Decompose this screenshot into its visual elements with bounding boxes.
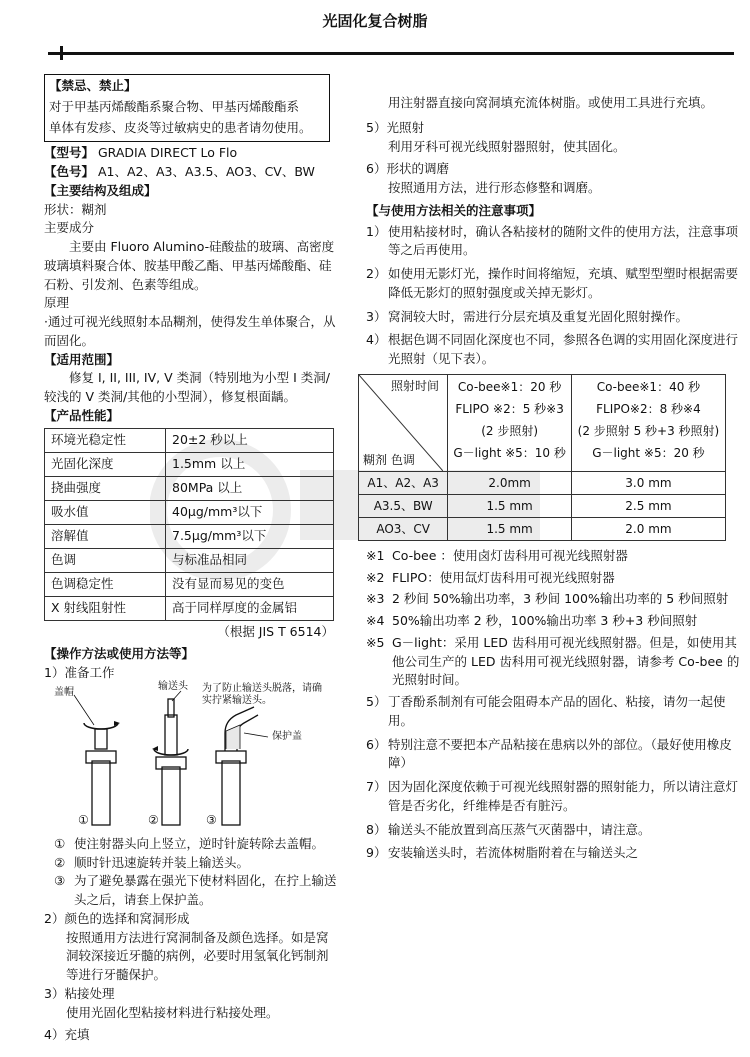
step-6-text: 按照通用方法，进行形态修整和调磨。	[388, 180, 601, 195]
cure-depth-cell: 3.0 mm	[571, 471, 725, 494]
performance-value: 没有显而易见的变色	[166, 572, 334, 596]
page-title: 光固化复合树脂	[322, 12, 428, 30]
precaution-more-item-text: 因为固化深度依赖于可视光线照射器的照射能力，所以请注意灯管是否劣化，纤维棒是否有脏污。	[388, 779, 739, 813]
cure-depth-cell: 2.5 mm	[571, 494, 725, 517]
fig-label-tip: 输送头	[158, 680, 188, 692]
fig-number-1: ①	[78, 812, 89, 827]
footnote-item	[366, 612, 742, 631]
precautions-more-list	[366, 693, 742, 863]
precaution-more-item	[366, 778, 742, 816]
precaution-more-item-text: 丁香酚系制剂有可能会阻碍本产品的固化、粘接，请勿一起使用。	[388, 694, 726, 728]
precaution-item-number: 1）	[366, 223, 387, 239]
cure-col1-line: FLIPO ※2：5 秒※3	[455, 401, 564, 416]
step-3-text: 使用光固化型粘接材料进行粘接处理。	[66, 1004, 279, 1020]
performance-table	[44, 428, 334, 621]
cure-depth-cell: 1.5 mm	[448, 517, 572, 540]
performance-heading: 【产品性能】	[44, 407, 120, 423]
cure-row	[359, 517, 726, 540]
step-5-title: 5）光照射	[366, 119, 424, 135]
right-column	[363, 94, 742, 868]
cure-shade-cell: A3.5、BW	[359, 494, 448, 517]
precaution-more-item	[366, 736, 742, 774]
step-5-text: 利用牙科可视光线照射器照射，使其固化。	[388, 138, 626, 154]
cure-col2-line: FLIPO※2：8 秒※4	[596, 401, 701, 416]
cure-col2-line: (2 步照射 5 秒+3 秒照射)	[577, 424, 720, 439]
left-column	[44, 74, 340, 1045]
footnote-text: G－light：采用 LED 齿科用可视光线照射器。但是，如使用其他公司生产的 LED 齿科用可视光线照射器，请参考 Co-bee 的光照射时间。	[392, 634, 740, 688]
step-2-text: 按照通用方法进行窝洞制备及颜色选择。如是窝洞较深接近牙髓的病例，必要时用氢氧化钙制剂等进行牙髓保护。	[66, 929, 329, 982]
prep-step-text: 为了避免暴露在强光下使材料固化，在拧上输送头之后，请套上保护盖。	[74, 873, 337, 907]
performance-row	[45, 572, 334, 596]
precaution-item-number: 2）	[366, 266, 387, 281]
precaution-more-item	[366, 821, 742, 840]
corner-bottom-label: 糊剂 色调	[363, 452, 415, 467]
fig-number-2: ②	[148, 812, 159, 827]
cure-col2-line: Co-bee※1：40 秒	[596, 379, 701, 394]
step-4-title: 4）充填	[44, 1027, 90, 1043]
model-line	[44, 144, 340, 163]
performance-value: 40μg/mm³以下	[166, 500, 334, 524]
prep-step-text: 顺时针迅速旋转并装上输送头。	[74, 854, 250, 870]
precaution-item-number: 4）	[366, 332, 387, 348]
performance-value: 1.5mm 以上	[166, 452, 334, 476]
model-value: GRADIA DIRECT Lo Flo	[98, 145, 238, 161]
precaution-item-text: 根据色调不同固化深度也不同，参照各色调的实用固化深度进行光照射（见下表）。	[388, 332, 739, 366]
prep-step-item	[44, 872, 340, 910]
cure-col-header-1	[448, 374, 572, 471]
cure-table-corner	[359, 374, 448, 471]
performance-key: 光固化深度	[45, 452, 166, 476]
cure-depth-cell: 1.5 mm	[448, 494, 572, 517]
footnote-number: ※2	[366, 569, 385, 585]
cure-col2-line: G－light ※5：20 秒	[592, 446, 705, 461]
step-2-title: 2）颜色的选择和窝洞形成	[44, 910, 190, 926]
precaution-more-item-number: 7）	[366, 779, 387, 794]
footnote-item	[366, 547, 742, 566]
cure-col1-line: (2 步照射)	[481, 424, 539, 439]
performance-row	[45, 500, 334, 524]
cure-col1-line: Co-bee※1：20 秒	[457, 379, 562, 394]
cure-row	[359, 471, 726, 494]
fig-label-note: 为了防止输送头脱落，请确实拧紧输送头。	[202, 682, 322, 706]
performance-row	[45, 452, 334, 476]
cure-shade-cell: AO3、CV	[359, 517, 448, 540]
prep-steps-list	[44, 835, 340, 910]
footnote-text: FLIPO：使用氙灯齿科用可视光线照射器	[392, 569, 615, 585]
precaution-item	[366, 265, 742, 303]
performance-key: X 射线阻射性	[45, 596, 166, 620]
step-3-title: 3）粘接处理	[44, 985, 115, 1001]
footnote-item	[366, 634, 742, 690]
prep-step-number: ①	[54, 835, 66, 851]
performance-row	[45, 476, 334, 500]
contraindication-line: 对于甲基丙烯酸酯系聚合物、甲基丙烯酸酯系	[49, 98, 300, 114]
footnotes-list	[366, 547, 742, 690]
footnote-item	[366, 590, 742, 609]
precaution-more-item	[366, 693, 742, 731]
footnote-number: ※1	[366, 547, 385, 563]
performance-key: 环境光稳定性	[45, 428, 166, 452]
footnote-text: Co-bee ：使用卤灯齿科用可视光线照射器	[392, 547, 628, 563]
performance-key: 溶解值	[45, 524, 166, 548]
step-6-title: 6）形状的调磨	[366, 161, 449, 177]
footnote-number: ※4	[366, 613, 385, 628]
title-rule	[48, 52, 734, 55]
precaution-item	[366, 223, 742, 261]
shade-value: A1、A2、A3、A3.5、AO3、CV、BW	[98, 164, 315, 179]
performance-value: 20±2 秒以上	[166, 428, 334, 452]
footnote-text: 50%输出功率 2 秒，100%输出功率 3 秒+3 秒间照射	[392, 613, 698, 628]
cure-depth-cell: 2.0mm	[448, 471, 572, 494]
footnote-text: 2 秒间 50%输出功率，3 秒间 100%输出功率的 5 秒间照射	[392, 591, 729, 607]
cure-col1-line: G－light ※5：10 秒	[453, 446, 566, 461]
precaution-item-text: 如使用无影灯光，操作时间将缩短，充填、赋型型塑时根据需要降低无影灯的照射强度或关掉无影灯。	[388, 266, 739, 300]
syringe-drawing	[54, 682, 344, 833]
contraindication-heading: 【禁忌、禁止】	[49, 78, 137, 93]
prep-step-text: 使注射器头向上竖立，逆时针旋转除去盖帽。	[74, 835, 325, 851]
shade-line	[44, 163, 340, 182]
scope-text: 修复 I, II, III, IV, V 类洞（特别地为小型 I 类洞/较浅的 V 类洞/其他的小型洞），修复根面龋。	[44, 370, 330, 404]
contraindication-box	[44, 74, 330, 142]
precaution-more-item-text: 输送头不能放置到高压蒸气灭菌器中，请注意。	[388, 821, 651, 837]
cure-depth-table	[358, 374, 726, 541]
performance-value: 80MPa 以上	[166, 476, 334, 500]
cure-row	[359, 494, 726, 517]
operation-heading: 【操作方法或使用方法等】	[44, 646, 195, 662]
performance-key: 挠曲强度	[45, 476, 166, 500]
performance-source: （根据 JIS T 6514）	[217, 623, 334, 639]
precaution-item-text: 窝洞较大时，需进行分层充填及重复光固化照射操作。	[388, 308, 689, 324]
performance-value: 高于同样厚度的金属铝	[166, 596, 334, 620]
performance-value: 7.5μg/mm³以下	[166, 524, 334, 548]
model-label: 【型号】	[44, 145, 95, 161]
footnote-number: ※3	[366, 591, 385, 607]
composition-text: 主要由 Fluoro Alumino-硅酸盐的玻璃、高密度玻璃填料聚合体、胺基甲酸乙酯、甲基丙烯酸酯、硅石粉、引发剂、色素等组成。	[44, 239, 335, 292]
performance-row	[45, 524, 334, 548]
precaution-more-item-number: 6）	[366, 736, 387, 752]
precaution-more-item	[366, 844, 742, 863]
precaution-item-text: 使用粘接材时，确认各粘接材的随附文件的使用方法，注意事项等之后再使用。	[388, 223, 739, 258]
cure-col-header-2	[571, 374, 725, 471]
fig-label-shield: 保护盖	[272, 730, 302, 742]
form-text: 形状：糊剂	[44, 201, 107, 217]
performance-key: 色调稳定性	[45, 572, 166, 596]
principle-title: 原理	[44, 295, 70, 311]
shade-label: 【色号】	[44, 164, 95, 179]
scope-heading: 【适用范围】	[44, 351, 120, 367]
performance-key: 吸水值	[45, 500, 166, 524]
step-1-title: 1）准备工作	[44, 665, 115, 680]
corner-top-label: 照射时间	[390, 378, 439, 393]
performance-row	[45, 428, 334, 452]
footnote-number: ※5	[366, 634, 385, 650]
prep-step-number: ②	[54, 854, 66, 870]
structure-heading: 【主要结构及组成】	[44, 182, 157, 198]
performance-key: 色调	[45, 548, 166, 572]
contraindication-line: 单体有发疹、皮炎等过敏病史的患者请勿使用。	[49, 120, 312, 135]
composition-title: 主要成分	[44, 220, 95, 236]
cure-shade-cell: A1、A2、A3	[359, 471, 448, 494]
step-4-text: 用注射器直接向窝洞填充流体树脂。或使用工具进行充填。	[388, 95, 714, 110]
performance-value: 与标准品相同	[166, 548, 334, 572]
performance-row	[45, 548, 334, 572]
title-rule-tick	[60, 46, 63, 60]
prep-step-item	[44, 835, 340, 854]
principle-text: ·通过可视光线照射本品糊剂，使得发生单体聚合，从而固化。	[44, 314, 336, 348]
precaution-item	[366, 331, 742, 369]
prep-step-item	[44, 854, 340, 873]
fig-number-3: ③	[206, 812, 217, 827]
precautions-heading: 【与使用方法相关的注意事项】	[366, 202, 542, 218]
syringe-illustration	[54, 680, 344, 833]
precaution-more-item-number: 5）	[366, 694, 387, 709]
precaution-more-item-text: 安装输送头时，若流体树脂附着在与输送头之	[388, 845, 639, 861]
precaution-more-item-text: 特别注意不要把本产品粘接在患病以外的部位。（最好使用橡皮障）	[388, 736, 732, 771]
precaution-more-item-number: 9）	[366, 845, 387, 861]
precaution-item-number: 3）	[366, 308, 387, 324]
fig-label-cap: 盖帽	[54, 686, 74, 698]
performance-row	[45, 596, 334, 620]
cure-depth-cell: 2.0 mm	[571, 517, 725, 540]
precautions-list	[366, 223, 742, 369]
precaution-item	[366, 308, 742, 327]
footnote-item	[366, 569, 742, 588]
precaution-more-item-number: 8）	[366, 821, 387, 837]
prep-step-number: ③	[54, 873, 66, 889]
